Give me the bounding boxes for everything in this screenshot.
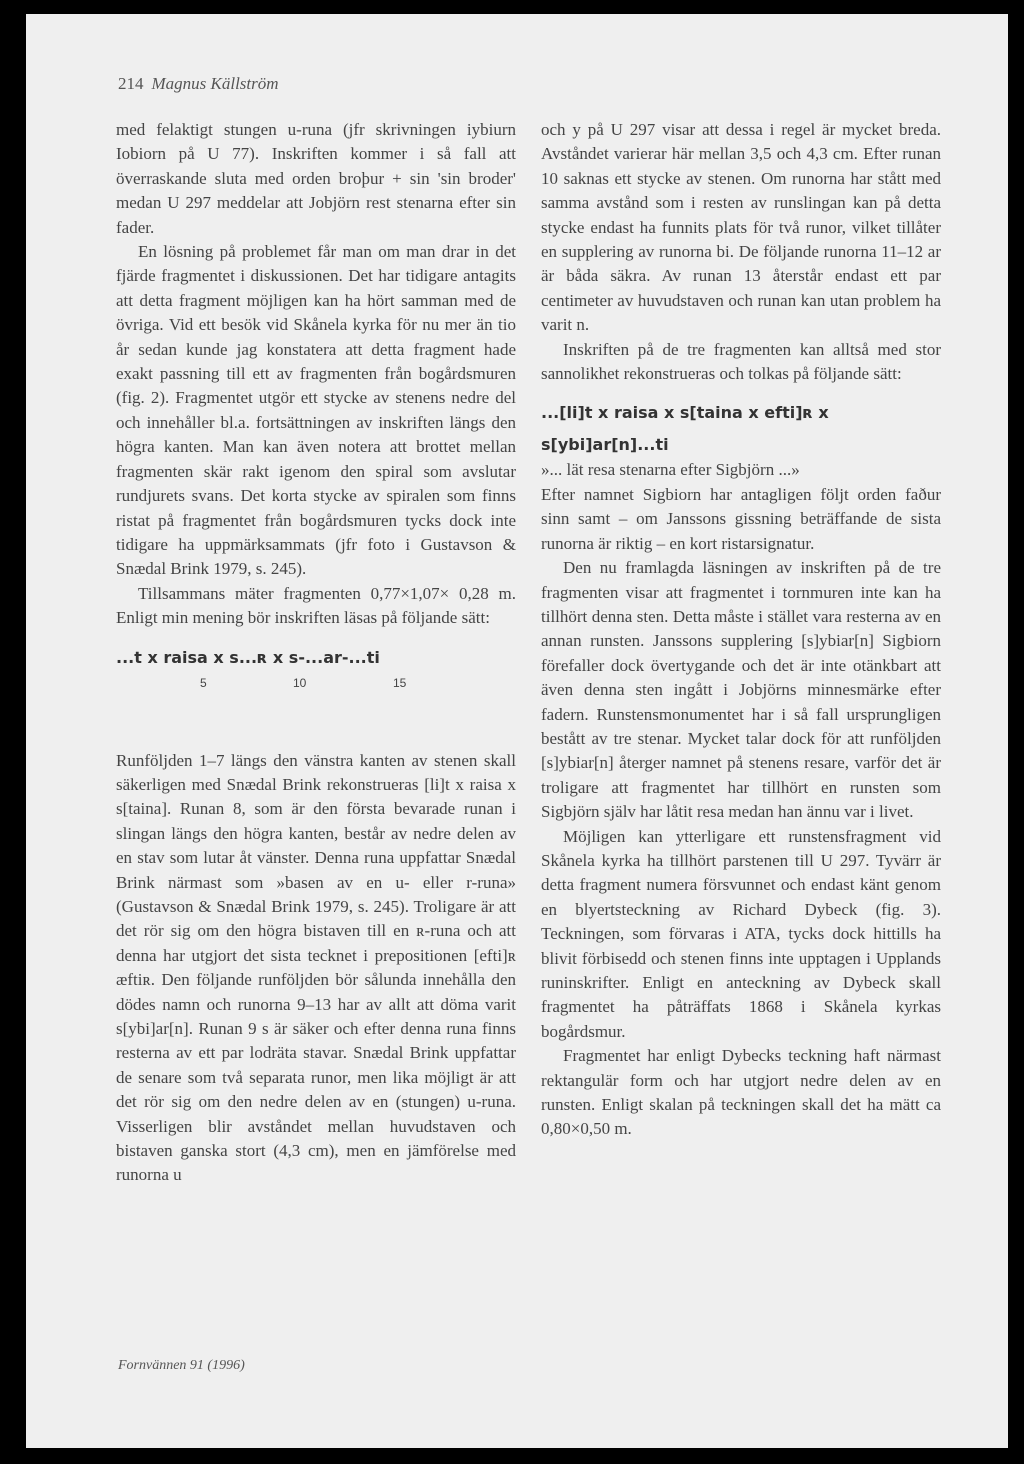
left-column	[116, 118, 516, 1188]
rune-number: 10	[293, 675, 307, 690]
rune-number: 5	[200, 675, 207, 690]
paragraph: Möjligen kan ytterligare ett runstensfragment vid Skånela kyrka ha tillhört parstenen till U 297. Tyvärr är detta fragment numera försvunnet och endast känt genom en blyertsteckning av Richard Dybeck (fig. 3). Teckningen, som förvaras i ATA, tycks dock hittills ha blivit förbisedd och stenen finns inte upptagen i Upplands runinskrifter. Enligt en anteckning av Dybeck skall fragmentet ha påträffats 1868 i Skånela kyrkas bogårdsmur.	[541, 826, 941, 1041]
paragraph: Tillsammans mäter fragmenten 0,77×1,07× 0,28 m. Enligt min mening bör inskriften läsas på följande sätt:	[116, 583, 516, 628]
paragraph: Inskriften på de tre fragmenten kan alltså med stor sannolikhet rekonstrueras och tolkas på följande sätt:	[541, 339, 941, 384]
right-column	[541, 118, 941, 1142]
rune-transliteration: s[ybi]ar[n]...ti	[541, 435, 669, 455]
rune-transliteration: ...[li]t x raisa x s[taina x efti]ʀ x	[541, 403, 829, 423]
paper-page	[26, 14, 1008, 1448]
paragraph: Fragmentet har enligt Dybecks teckning haft närmast rektangulär form och har utgjort nedre delen av en runsten. Enligt skalan på teckningen skall det ha mätt ca 0,80×0,50 m.	[541, 1046, 941, 1139]
running-header	[118, 74, 279, 94]
paragraph: Runföljden 1–7 längs den vänstra kanten av stenen skall säkerligen med Snædal Brink rekonstrueras [li]t x raisa x s[taina]. Runan 8, som är den första bevarade runan i slingan längs den högra kanten, består av nedre delen av en stav som lutar åt vänster. Denna runa uppfattar Snædal Brink närmast som »basen av en u- eller r-runa» (Gustavson & Snædal Brink 1979, s. 245). Troligare är att det rör sig om den högra bistaven till en ʀ-runa och att denna har utgjort det sista tecknet i prepositionen [efti]ʀ æftiʀ. Den följande runföljden bör sålunda innehålla den dödes namn och runorna 9–13 har av allt att döma varit s[ybi]ar[n]. Runan 9 s är säker och efter denna runa finns resterna av ett par lodräta stavar. Snædal Brink uppfattar de senare som två separata runor, men lika möjligt är att det rör sig om den nedre delen av en (stungen) u-runa. Visserligen blir avståndet mellan huvudstaven och bistaven ganska stort (4,3 cm), men en jämförelse med runorna u	[116, 750, 516, 1185]
translation-quote: »... lät resa stenarna efter Sigbjörn ...»	[541, 460, 800, 480]
paragraph: Den nu framlagda läsningen av inskriften på de tre fragmenten visar att fragmentet i tornmuren inte kan ha tillhört denna sten. Detta måste i stället vara resterna av en annan runsten. Janssons supplering [s]ybiar[n] Sigbiorn förefaller dock övertygande och det är inte otänkbart att även denna sten ingått i Jobjörns minnesmärke efter fadern. Runstensmonumentet har i så fall ursprungligen bestått av tre stenar. Mycket talar dock för att runföljden [s]ybiar[n] återger namnet på stenens resare, varför det är troligare att fragmentet har tillhört en runsten som Sigbjörn själv har låtit resa medan han ännu var i livet.	[541, 558, 941, 822]
author-name: Magnus Källström	[151, 74, 279, 93]
paragraph: och y på U 297 visar att dessa i regel är mycket breda. Avståndet varierar här mellan 3,5 och 4,3 cm. Efter runan 10 saknas ett stycke av stenen. Om runorna har stått med samma avstånd som i resten av runslingan kan på detta stycke endast ha funnits plats för två runor, vilket tillåter en supplering av runorna bi. De följande runorna 11–12 ar är båda säkra. Av runan 13 återstår endast ett par centimeter av huvudstaven och runan kan utan problem ha varit n.	[541, 120, 941, 335]
journal-footer: Fornvännen 91 (1996)	[118, 1358, 245, 1373]
paragraph: En lösning på problemet får man om man drar in det fjärde fragmentet i diskussionen. Det har tidigare antagits att detta fragment möjligen kan ha hört samman med de övriga. Vid ett besök vid Skånela kyrka för nu mer än tio år sedan kunde jag konstatera att detta fragment hade exakt passning till ett av fragmenten från bogårdsmuren (fig. 2). Fragmentet utgör ett stycke av stenens nedre del och innehåller bl.a. fortsättningen av inskriften längs den högra kanten. Man kan även notera att brottet mellan fragmenten skär rakt igenom den spiral som avslutar rundjurets svans. Det korta stycke av spiralen som finns ristat på fragmentet från bogårdsmuren tycks dock inte tidigare ha uppmärksammats (jfr foto i Gustavson & Snædal Brink 1979, s. 245).	[116, 242, 516, 579]
rune-numbering	[116, 671, 516, 689]
paragraph: Efter namnet Sigbiorn har antagligen följt orden faður sinn samt – om Janssons gissning beträffande de sista runorna är riktig – en kort ristarsignatur.	[541, 484, 941, 553]
rune-number: 15	[393, 675, 407, 690]
rune-transliteration: ...t x raisa x s...ʀ x s-...ar-...ti	[116, 647, 380, 667]
paragraph: med felaktigt stungen u-runa (jfr skrivningen iybiurn Iobiorn på U 77). Inskriften kommer i så fall att överraskande sluta med orden broþur + sin 'sin broder' medan U 297 meddelar att Jobjörn rest stenarna efter sin fader.	[116, 120, 516, 237]
page-number: 214	[118, 74, 144, 93]
